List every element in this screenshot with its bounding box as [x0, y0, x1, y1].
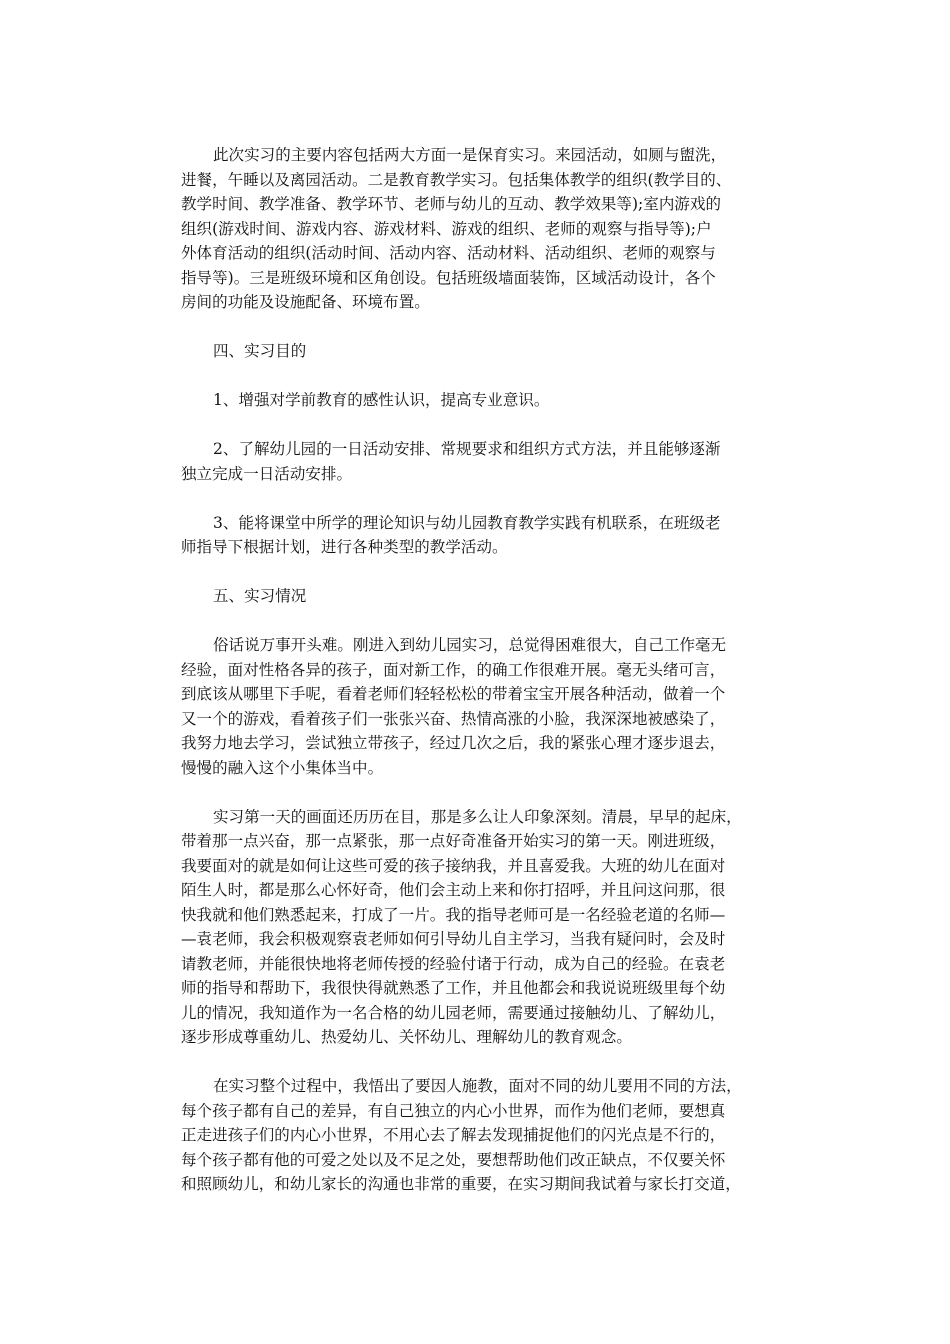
- text-line: 陌生人时，都是那么心怀好奇，他们会主动上来和你打招呼，并且问这问那，很: [181, 881, 726, 899]
- text-line: 3、能将课堂中所学的理论知识与幼儿园教育教学实践有机联系，在班级老: [213, 513, 721, 532]
- text-line: 在实习整个过程中，我悟出了要因人施教，面对不同的幼儿要用不同的方法，: [213, 1077, 742, 1095]
- text-line: 教学时间、教学准备、教学环节、老师与幼儿的互动、教学效果等);室内游戏的: [181, 195, 722, 213]
- text-line: 俗话说万事开头难。刚进入到幼儿园实习，总觉得困难很大，自己工作毫无: [213, 636, 727, 654]
- heading-text: 四、实习目的: [213, 342, 307, 360]
- paragraph-goal-2: [181, 437, 779, 486]
- text-line: 快我就和他们熟悉起来，打成了一片。我的指导老师可是一名经验老道的名师—: [181, 905, 726, 924]
- text-line: 实习第一天的画面还历历在目，那是多么让人印象深刻。清晨，早早的起床，: [213, 807, 742, 826]
- section-heading-situation: [181, 584, 779, 609]
- text-line: 正走进孩子们的内心小世界，不用心去了解去发现捕捉他们的闪光点是不行的，: [181, 1126, 726, 1144]
- text-line: 师的指导和帮助下，我很快得就熟悉了工作，并且他都会和我说说班级里每个幼: [181, 979, 726, 997]
- text-line: —袁老师，我会积极观察袁老师如何引导幼儿自主学习，当我有疑问时，会及时: [181, 930, 726, 948]
- text-line: 房间的功能及设施配备、环境布置。: [181, 293, 430, 311]
- document-page: [181, 143, 779, 1221]
- paragraph-goal-3: [181, 511, 779, 560]
- paragraph-goal-1: [181, 388, 779, 413]
- text-line: 带着那一点兴奋，那一点紧张，那一点好奇准备开始实习的第一天。刚进班级，: [181, 832, 726, 850]
- text-line: 外体育活动的组织(活动时间、活动内容、活动材料、活动组织、老师的观察与: [181, 244, 716, 262]
- text-line: 独立完成一日活动安排。: [181, 464, 353, 483]
- text-line: 每个孩子都有自己的差异，有自己独立的内心小世界，而作为他们老师，要想真: [181, 1101, 726, 1120]
- text-line: 儿的情况，我知道作为一名合格的幼儿园老师，需要通过接触幼儿、了解幼儿，: [181, 1003, 726, 1022]
- text-line: 每个孩子都有他的可爱之处以及不足之处，要想帮助他们改正缺点，不仅要关怀: [181, 1150, 726, 1169]
- text-line: 和照顾幼儿，和幼儿家长的沟通也非常的重要，在实习期间我试着与家长打交道，: [181, 1175, 741, 1193]
- section-heading-goals: [181, 339, 779, 364]
- heading-text: 五、实习情况: [213, 587, 307, 605]
- text-line: 经验，面对性格各异的孩子，面对新工作，的确工作很难开展。毫无头绪可言，: [181, 660, 726, 679]
- text-line: 请教老师，并能很快地将老师传授的经验付诸于行动，成为自己的经验。在袁老: [181, 954, 726, 973]
- text-line: 逐步形成尊重幼儿、热爱幼儿、关怀幼儿、理解幼儿的教育观念。: [181, 1028, 632, 1046]
- paragraph-situation-3: [181, 1074, 779, 1197]
- text-line: 此次实习的主要内容包括两大方面一是保育实习。来园活动，如厕与盥洗，: [213, 146, 727, 164]
- paragraph-content: [181, 143, 779, 315]
- text-line: 我要面对的就是如何让这些可爱的孩子接纳我，并且喜爱我。大班的幼儿在面对: [181, 856, 726, 875]
- text-line: 慢慢的融入这个小集体当中。: [181, 758, 384, 777]
- paragraph-situation-1: [181, 633, 779, 780]
- text-line: 指导等)。三是班级环境和区角创设。包括班级墙面装饰，区域活动设计，各个: [181, 268, 716, 287]
- text-line: 组织(游戏时间、游戏内容、游戏材料、游戏的组织、老师的观察与指导等);户: [181, 219, 712, 238]
- text-line: 到底该从哪里下手呢，看着老师们轻轻松松的带着宝宝开展各种活动，做着一个: [181, 685, 726, 703]
- text-line: 进餐，午睡以及离园活动。二是教育教学实习。包括集体教学的组织(教学目的、: [181, 170, 732, 189]
- text-line: 2、了解幼儿园的一日活动安排、常规要求和组织方式方法，并且能够逐渐: [213, 440, 721, 458]
- text-line: 又一个的游戏，看着孩子们一张张兴奋、热情高涨的小脸，我深深地被感染了，: [181, 709, 726, 728]
- paragraph-situation-2: [181, 805, 779, 1050]
- text-line: 1、增强对学前教育的感性认识，提高专业意识。: [213, 391, 550, 409]
- text-line: 师指导下根据计划，进行各种类型的教学活动。: [181, 538, 508, 556]
- text-line: 我努力地去学习，尝试独立带孩子，经过几次之后，我的紧张心理才逐步退去，: [181, 734, 726, 752]
